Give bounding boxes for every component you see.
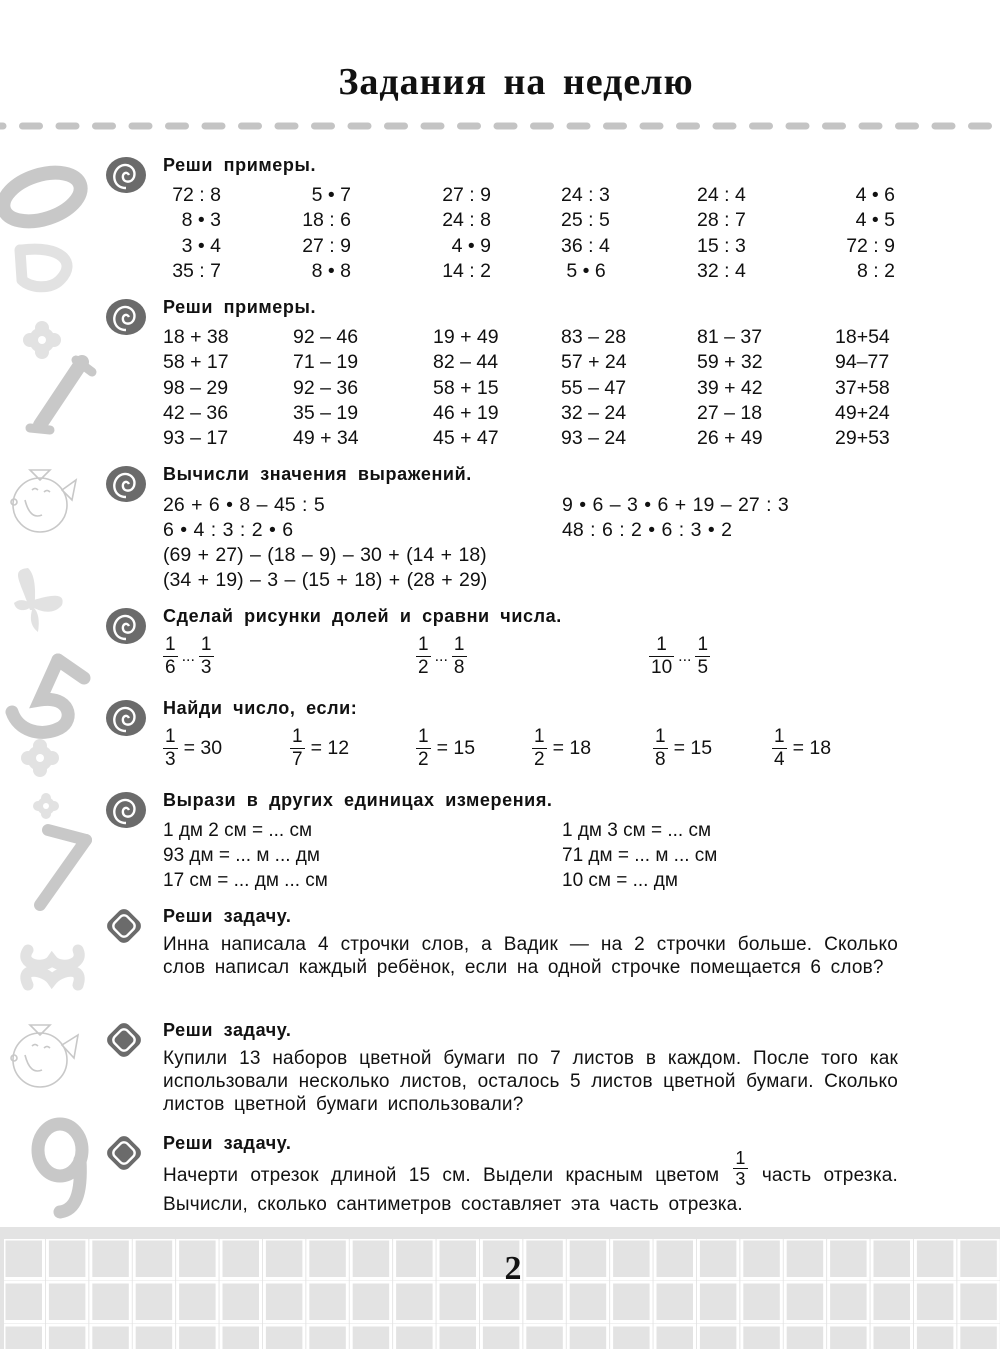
task-title: Сделай рисунки долей и сравни числа. [163, 606, 562, 626]
task-title: Реши задачу. [163, 906, 292, 926]
problem-text-end: часть отрезка. Вычисли, сколько сантиметров составляет эта часть отрезка. [163, 1165, 899, 1215]
example-item: 94–77 [835, 351, 890, 374]
denominator: 4 [774, 749, 785, 770]
unit-conversion: 1 дм 3 см = ... см [562, 820, 712, 841]
numerator: 1 [655, 726, 666, 747]
problem-text-start: Начерти отрезок длиной 15 см. Выдели красным цветом [163, 1165, 720, 1186]
expression: 26 + 6 • 8 – 45 : 5 [163, 494, 325, 516]
footer-grid-cell [438, 1282, 478, 1322]
example-item: 8 • 8 [306, 259, 351, 282]
numerator: 1 [165, 726, 176, 747]
footer-grid-cell [612, 1239, 652, 1279]
footer-grid-cell [351, 1239, 391, 1279]
girl-face-icon [11, 470, 76, 532]
footer-grid-cell [829, 1239, 869, 1279]
example-item: 19 + 49 [433, 326, 499, 348]
example-item: 49 + 34 [293, 427, 359, 450]
fraction-comparison [163, 634, 214, 679]
footer-grid-band [0, 1227, 1000, 1349]
diamond-icon [100, 1131, 148, 1175]
footer-grid-cell [91, 1239, 131, 1279]
footer-grid-cell [612, 1282, 652, 1322]
footer-grid-cell [178, 1325, 218, 1349]
denominator: 8 [655, 749, 666, 770]
example-item: 58 + 17 [163, 351, 229, 374]
find-number-item [532, 726, 591, 771]
footer-grid-cell [47, 1325, 87, 1349]
example-item: 35 : 7 [172, 259, 221, 282]
decorative-sidebar [0, 140, 100, 1220]
example-item: 72 : 8 [172, 184, 221, 206]
example-item: 4 • 5 [850, 209, 895, 232]
find-number-item [163, 726, 222, 771]
equation-rhs: = 18 [552, 737, 592, 759]
fraction [416, 634, 431, 679]
footer-grid-cell [4, 1239, 44, 1279]
fraction [653, 726, 668, 771]
expression: (34 + 19) – 3 – (15 + 18) + (28 + 29) [163, 569, 488, 591]
unit-conversion: 71 дм = ... м ... см [562, 845, 718, 866]
denominator: 3 [200, 657, 212, 678]
footer-grid-cell [829, 1325, 869, 1349]
footer-grid-cell [4, 1325, 44, 1349]
footer-grid-cell [221, 1325, 261, 1349]
footer-grid-cell [134, 1325, 174, 1349]
digit-nine-icon [38, 1124, 82, 1212]
example-item: 92 – 46 [293, 326, 359, 348]
numerator: 1 [453, 634, 465, 655]
example-item: 4 • 9 [446, 234, 491, 257]
denominator: 2 [418, 657, 429, 678]
example-item: 93 – 17 [163, 427, 229, 450]
digit-one-icon [30, 360, 92, 430]
footer-grid-cell [742, 1325, 782, 1349]
footer-grid-cell [91, 1282, 131, 1322]
denominator: 10 [651, 657, 673, 678]
task-title: Вычисли значения выражений. [163, 464, 472, 484]
equation-rhs: = 15 [436, 737, 476, 759]
example-item: 35 – 19 [293, 401, 359, 424]
footer-grid-cell [264, 1239, 304, 1279]
footer-grid-cell [221, 1282, 261, 1322]
expression: 48 : 6 : 2 • 6 : 3 • 2 [562, 519, 732, 541]
dashed-divider [0, 121, 1000, 131]
denominator: 2 [418, 749, 429, 770]
equation-rhs: = 12 [310, 737, 350, 759]
example-item: 8 • 3 [176, 209, 221, 232]
spiral-icon [100, 604, 148, 648]
footer-grid-cell [351, 1282, 391, 1322]
footer-grid-cell [698, 1239, 738, 1279]
example-item: 27 : 9 [442, 184, 491, 206]
footer-grid-cell [655, 1239, 695, 1279]
footer-grid-cell [872, 1239, 912, 1279]
fraction-comparison [416, 634, 467, 679]
footer-grid-cell [4, 1282, 44, 1322]
example-item: 81 – 37 [697, 326, 763, 348]
flower-small-icon [33, 793, 59, 819]
footer-grid-cell [785, 1239, 825, 1279]
footer-grid-cell [47, 1282, 87, 1322]
find-number-item [290, 726, 349, 771]
expression: 6 • 4 : 3 : 2 • 6 [163, 519, 294, 541]
ellipsis: ... [181, 647, 195, 665]
example-item: 46 + 19 [433, 401, 499, 424]
footer-grid-cell [829, 1282, 869, 1322]
footer-grid-cell [525, 1325, 565, 1349]
digit-seven-icon [40, 830, 86, 905]
numerator: 1 [200, 634, 212, 655]
task-title: Реши задачу. [163, 1020, 292, 1040]
spiral-icon [100, 462, 148, 506]
fraction [452, 634, 467, 679]
numerator: 1 [418, 726, 429, 747]
spiral-icon [100, 788, 148, 832]
example-item: 92 – 36 [293, 376, 359, 399]
example-item: 83 – 28 [561, 326, 627, 348]
footer-grid-cell [221, 1239, 261, 1279]
footer-grid-cell [264, 1282, 304, 1322]
footer-grid-cell [785, 1325, 825, 1349]
flower-icon [23, 321, 61, 359]
task-title: Реши примеры. [163, 155, 317, 175]
page-title: Задания на неделю [338, 61, 694, 103]
footer-grid-cell [872, 1325, 912, 1349]
example-item: 72 : 9 [846, 234, 895, 257]
digit-two-icon [20, 249, 67, 287]
equation-rhs: = 30 [183, 737, 223, 759]
example-item: 58 + 15 [433, 376, 499, 399]
example-item: 37+58 [835, 376, 890, 399]
footer-grid-cell [351, 1325, 391, 1349]
denominator: 3 [735, 1169, 746, 1190]
example-item: 59 + 32 [697, 351, 763, 374]
spiral-icon [100, 153, 148, 197]
example-item: 55 – 47 [561, 376, 627, 399]
task-title: Реши задачу. [163, 1133, 292, 1153]
footer-grid-cell [308, 1239, 348, 1279]
numerator: 1 [292, 726, 303, 747]
butterfly-icon [14, 568, 63, 632]
equation-rhs: = 15 [673, 737, 713, 759]
footer-grid-cell [308, 1325, 348, 1349]
example-item: 8 : 2 [851, 259, 895, 282]
footer-grid-cell [395, 1239, 435, 1279]
example-item: 36 : 4 [561, 234, 610, 257]
denominator: 6 [165, 657, 176, 678]
example-item: 93 – 24 [561, 427, 627, 450]
example-item: 32 – 24 [561, 401, 627, 424]
footer-grid-cell [915, 1239, 955, 1279]
fraction [416, 726, 431, 771]
fraction [532, 726, 547, 771]
footer-grid-cell [655, 1325, 695, 1349]
example-item: 25 : 5 [561, 209, 610, 232]
fraction [695, 634, 710, 679]
footer-grid-cell [568, 1325, 608, 1349]
problem-text: Купили 13 наборов цветной бумаги по 7 листов в каждом. После того как использовали несколько листов, осталось 5 листов цветной бумаги. Сколько листов цветной бумаги использовали? [163, 1048, 898, 1115]
girl-face-icon [11, 1025, 78, 1087]
example-item: 18 : 6 [302, 209, 351, 232]
example-item: 42 – 36 [163, 401, 229, 424]
numerator: 1 [165, 634, 176, 655]
footer-grid-cell [612, 1325, 652, 1349]
footer-grid-cell [655, 1282, 695, 1322]
unit-conversion: 17 см = ... дм ... см [163, 870, 328, 891]
example-item: 27 : 9 [302, 234, 351, 257]
footer-grid-cell [742, 1282, 782, 1322]
digit-five-icon [12, 660, 84, 732]
example-item: 71 – 19 [293, 351, 359, 374]
footer-grid-cell [438, 1325, 478, 1349]
expression: 9 • 6 – 3 • 6 + 19 – 27 : 3 [562, 494, 789, 516]
numerator: 1 [735, 1148, 746, 1169]
denominator: 2 [534, 749, 545, 770]
fraction-comparison [649, 634, 710, 679]
fraction [649, 634, 674, 679]
example-item: 28 : 7 [697, 209, 746, 232]
example-item: 27 – 18 [697, 401, 763, 424]
example-item: 26 + 49 [697, 427, 763, 450]
footer-grid-cell [395, 1282, 435, 1322]
flower-icon [21, 739, 59, 777]
example-item: 18 + 38 [163, 326, 229, 348]
example-item: 15 : 3 [697, 234, 746, 257]
fraction [199, 634, 214, 679]
footer-grid-cell [134, 1239, 174, 1279]
task-title: Вырази в других единицах измерения. [163, 790, 553, 810]
footer-grid-cell [742, 1239, 782, 1279]
task-title: Реши примеры. [163, 297, 317, 317]
footer-grid-cell [395, 1325, 435, 1349]
example-item: 24 : 4 [697, 184, 746, 206]
example-item: 29+53 [835, 427, 890, 450]
example-item: 14 : 2 [442, 259, 491, 282]
example-item: 5 • 6 [561, 259, 606, 282]
fraction [772, 726, 787, 771]
numerator: 1 [697, 634, 709, 655]
footer-grid-cell [481, 1325, 521, 1349]
example-item: 39 + 42 [697, 376, 763, 399]
example-item: 4 • 6 [850, 184, 895, 206]
fraction [290, 726, 305, 771]
footer-grid-cell [872, 1282, 912, 1322]
fraction [733, 1148, 747, 1189]
spiral-icon [100, 295, 148, 339]
footer-grid-cell [47, 1239, 87, 1279]
example-item: 49+24 [835, 401, 890, 424]
footer-grid-cell [134, 1282, 174, 1322]
page-number: 2 [504, 1250, 522, 1287]
fraction [163, 726, 178, 771]
example-item: 82 – 44 [433, 351, 499, 374]
example-item: 18+54 [835, 326, 890, 348]
problem-text: Инна написала 4 строчки слов, а Вадик — на 2 строчки больше. Сколько слов написал каждый ребёнок, если на одной строчке помещается 6 слов? [163, 934, 898, 978]
footer-grid-cell [178, 1239, 218, 1279]
unit-conversion: 1 дм 2 см = ... см [163, 820, 313, 841]
footer-grid-cell [91, 1325, 131, 1349]
numerator: 1 [774, 726, 785, 747]
example-item: 5 • 7 [306, 184, 351, 206]
ellipsis: ... [434, 647, 448, 665]
numerator: 1 [418, 634, 429, 655]
footer-grid-cell [959, 1239, 999, 1279]
ellipsis: ... [678, 647, 692, 665]
task-title: Найди число, если: [163, 698, 358, 718]
footer-grid-cell [915, 1325, 955, 1349]
digit-three-icon [26, 950, 79, 985]
digit-zero-icon [0, 164, 87, 231]
footer-grid-cell [959, 1325, 999, 1349]
expression: (69 + 27) – (18 – 9) – 30 + (14 + 18) [163, 544, 487, 566]
footer-grid-cell [264, 1325, 304, 1349]
diamond-icon [100, 1018, 148, 1062]
diamond-icon [100, 904, 148, 948]
example-item: 3 • 4 [176, 234, 221, 257]
footer-grid-cell [568, 1239, 608, 1279]
fraction [163, 634, 178, 679]
footer-grid-cell [568, 1282, 608, 1322]
example-item: 45 + 47 [433, 427, 499, 450]
unit-conversion: 93 дм = ... м ... дм [163, 845, 320, 866]
footer-grid-cell [308, 1282, 348, 1322]
find-number-item [772, 726, 831, 771]
example-item: 98 – 29 [163, 376, 229, 399]
find-number-item [653, 726, 712, 771]
example-item: 24 : 3 [561, 184, 610, 206]
denominator: 8 [453, 657, 465, 678]
footer-grid-cell [438, 1239, 478, 1279]
footer-grid-cell [959, 1282, 999, 1322]
denominator: 3 [165, 749, 176, 770]
example-item: 32 : 4 [697, 259, 746, 282]
numerator: 1 [534, 726, 545, 747]
example-item: 57 + 24 [561, 351, 627, 374]
denominator: 5 [697, 657, 709, 678]
equation-rhs: = 18 [792, 737, 832, 759]
footer-grid-cell [915, 1282, 955, 1322]
footer-grid-cell [178, 1282, 218, 1322]
problem-text [163, 1148, 899, 1219]
denominator: 7 [292, 749, 303, 770]
example-item: 24 : 8 [442, 209, 491, 232]
unit-conversion: 10 см = ... дм [562, 870, 678, 891]
numerator: 1 [649, 634, 674, 657]
find-number-item [416, 726, 475, 771]
footer-grid-cell [785, 1282, 825, 1322]
footer-grid-cell [698, 1282, 738, 1322]
spiral-icon [100, 696, 148, 740]
footer-grid-cell [698, 1325, 738, 1349]
